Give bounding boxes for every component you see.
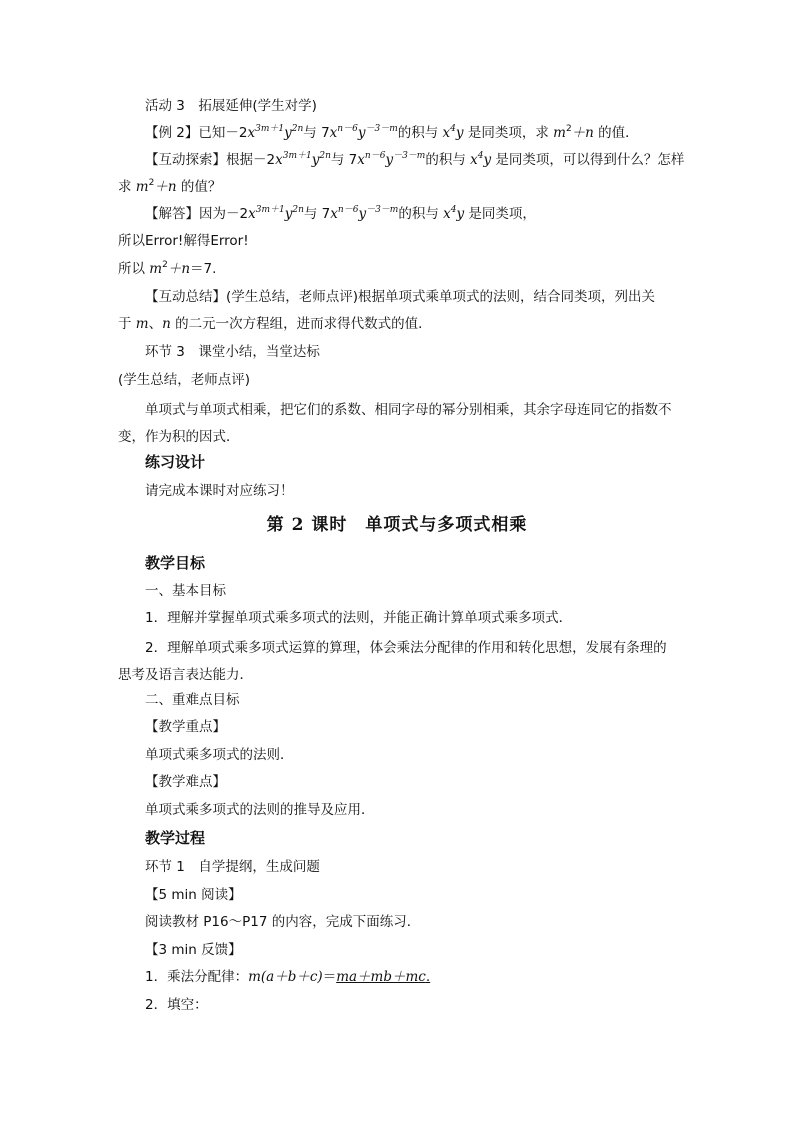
- summary-line-2: 于 m、n 的二元一次方程组，进而求得代数式的值．: [118, 316, 432, 332]
- goals-heading: 教学目标: [145, 554, 206, 572]
- read-label: 【5 min 阅读】: [145, 887, 242, 903]
- link3-rule: 单项式与单项式相乘，把它们的系数、相同字母的幂分别相乘，其余字母连同它的指数不变，作为积的因式．: [118, 402, 672, 445]
- focus-label: 【教学重点】: [145, 719, 226, 735]
- difficulty-text: 单项式乘多项式的法则的推导及应用．: [145, 802, 375, 818]
- result-line: 所以 $m^2+n=7$.: [118, 260, 217, 277]
- example-label: 【例 2】: [145, 125, 199, 141]
- chapter-title: 第 2 课时 单项式与多项式相乘: [266, 515, 528, 535]
- process-item-1: 1．乘法分配律：m(a＋b＋c)＝ma＋mb＋mc.: [145, 969, 431, 985]
- read-text: 阅读教材 P16～P17 的内容，完成下面练习．: [145, 914, 421, 930]
- explore-line-1: 【互动探索】根据$-2x^{3m+1}y^{2n}$与 $7x^{n-6}y^{-3-m}$的积与 $x^4y$ 是同类项，可以得到什么？怎样: [145, 151, 685, 168]
- practice-text: 请完成本课时对应练习！: [145, 483, 294, 499]
- example-2: 【例 2】已知$-2x^{3m+1}y^{2n}$与 $7x^{n-6}y^{-3-m}$的积与 $x^4y$ 是同类项，求 $m^2+n$ 的值．: [145, 124, 639, 141]
- answer-underline: ma＋mb＋mc: [336, 969, 426, 985]
- link3-note: (学生总结，老师点评): [118, 372, 251, 388]
- difficulty-label: 【教学难点】: [145, 774, 226, 790]
- process-link1: 环节 1 自学提纲，生成问题: [145, 859, 320, 875]
- summary-line-1: 【互动总结】(学生总结，老师点评)根据单项式乘单项式的法则，结合同类项，列出关: [145, 289, 656, 305]
- focus-text: 单项式乘多项式的法则．: [145, 747, 294, 763]
- goals-item-1: 1．理解并掌握单项式乘多项式的法则，并能正确计算单项式乘多项式．: [145, 610, 573, 626]
- feedback-label: 【3 min 反馈】: [145, 942, 242, 958]
- goals-basic: 一、基本目标: [145, 583, 226, 599]
- error-line: 所以Error!解得Error!: [118, 233, 249, 249]
- goals-key-section: 二、重难点目标: [145, 692, 240, 708]
- activity3-title: 活动 3 拓展延伸(学生对学): [145, 98, 317, 114]
- explore-label: 【互动探索】: [145, 152, 226, 168]
- practice-heading: 练习设计: [145, 453, 206, 471]
- link3-title: 环节 3 课堂小结，当堂达标: [145, 344, 320, 360]
- process-heading: 教学过程: [145, 829, 206, 847]
- answer-line: 【解答】因为$-2x^{3m+1}y^{2n}$与 $7x^{n-6}y^{-3-m}$的积与 $x^4y$ 是同类项，: [145, 205, 536, 222]
- explore-line-2: 求 $m^2+n$ 的值？: [118, 178, 222, 195]
- goals-item-2: 2．理解单项式乘多项式运算的算理，体会乘法分配律的作用和转化思想，发展有条理的思考及语言表达能力．: [118, 640, 667, 683]
- summary-label: 【互动总结】: [145, 289, 226, 305]
- answer-label: 【解答】: [145, 206, 199, 222]
- process-item-2: 2．填空：: [145, 997, 208, 1013]
